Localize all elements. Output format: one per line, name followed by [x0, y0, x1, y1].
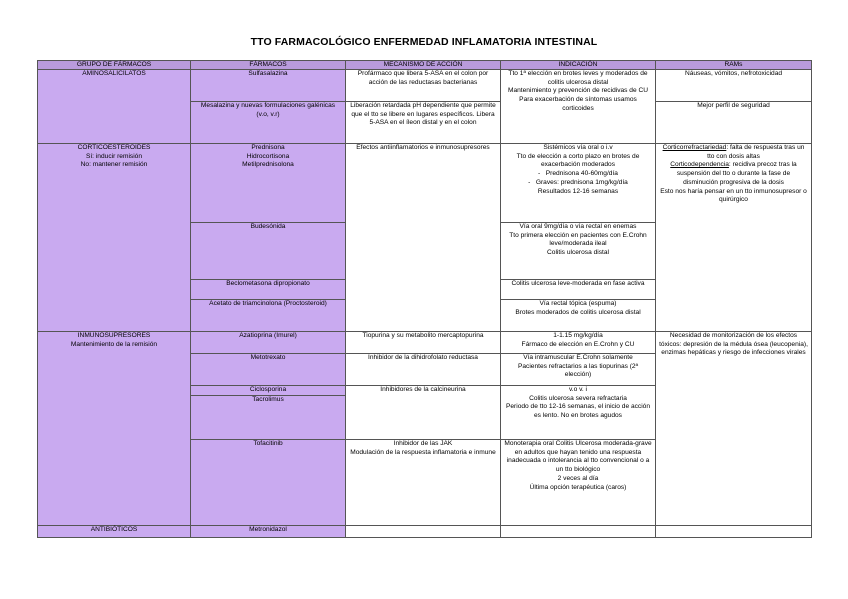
- indication-line: Mantenimiento y prevención de recidivas de CU: [507, 87, 648, 95]
- indication-triamcinolona: [501, 300, 656, 332]
- indication-line: Colitis ulcerosa distal: [547, 249, 609, 257]
- header-mecanismo: MECANISMO DE ACCIÓN: [346, 61, 501, 70]
- mechanism-calcineurina: Inhibidores de la calcineurina: [346, 386, 501, 440]
- indication-tofacitinib: [501, 440, 656, 526]
- table-row: [38, 332, 812, 354]
- group-antibioticos: ANTIBIÓTICOS: [38, 526, 191, 538]
- mechanism-line: Inhibidor de las JAK: [393, 440, 453, 447]
- header-farmacos: FÁRMACOS: [191, 61, 346, 70]
- mechanism-metotrexato: Inhibidor de la dihidrofolato reductasa: [346, 354, 501, 386]
- rams-term: Corticorrefractariedad: [662, 144, 727, 151]
- drug-triamcinolona: Acetato de triamcinolona (Proctosteroid): [191, 300, 346, 332]
- dose-text: Graves: prednisona 1mg/kg/día: [535, 178, 628, 186]
- rams-desc: : falta de respuesta tras un tto con dosis altas: [707, 144, 805, 160]
- indication-line: Tto de elección a corto plazo en brotes de exacerbación moderados: [516, 152, 640, 169]
- header-rams: RAMs: [656, 61, 812, 70]
- drug-tofacitinib: Tofacitinib: [191, 440, 346, 526]
- indication-line: 2 veces al día: [557, 474, 599, 482]
- indication-line: Monoterapia oral Colitis Ulcerosa moderada-grave en adultos que hayan tenido una respuesta inadecuada o intolerancia al tto convencional o a un tto biológico: [504, 440, 652, 474]
- drug-azatioprina: Azatioprina (Imurel): [191, 332, 346, 354]
- rams-metronidazol: [656, 526, 812, 538]
- dose-text: Prednisona 40-60mg/día: [545, 170, 618, 178]
- rams-text: Esto nos haría pensar en un tto inmunosupresor o quirúrgico: [660, 187, 807, 204]
- indication-beclometasona: Colitis ulcerosa leve-moderada en fase activa: [501, 280, 656, 300]
- drug-mesalazina: Mesalazina y nuevas formulaciones galénicas (v.o, v.r): [191, 102, 346, 144]
- indication-metronidazol: [501, 526, 656, 538]
- table-row: [38, 144, 812, 223]
- indication-line: v.o v. i: [568, 386, 588, 393]
- group-label: INMUNOSUPRESORES: [77, 332, 151, 339]
- rams-term: Corticodependencia: [670, 161, 729, 169]
- header-grupo: GRUPO DE FÁRMACOS: [38, 61, 191, 70]
- mechanism-sulfasalazina: Profármaco que libera 5-ASA en el colon por acción de las reductasas bacterianas: [346, 70, 501, 102]
- rams-inmunosupresores: Necesidad de monitorización de los efectos tóxicos: depresión de la médula ósea (leucopenia), enzimas hepáticas y riesgo de infecciones virales: [656, 332, 812, 526]
- table-header-row: [38, 61, 812, 70]
- indication-line: Última opción terapéutica (caros): [529, 483, 627, 491]
- indication-prednisona: [501, 144, 656, 223]
- indication-line: Tto 1ª elección en brotes leves y moderados de colitis ulcerosa distal: [508, 70, 648, 86]
- indication-aminosalicilatos: [501, 70, 656, 144]
- mechanism-azatioprina: Tiopurina y su metabolito mercaptopurina: [346, 332, 501, 354]
- indication-line: 1-1.15 mg/kg/día: [553, 332, 603, 339]
- rams-mesalazina: Mejor perfil de seguridad: [656, 102, 812, 144]
- group-aminosalicilatos: [38, 70, 191, 144]
- group-note: No: mantener remisión: [80, 161, 148, 169]
- indication-line: Vía intramuscular E.Crohn solamente: [523, 354, 633, 361]
- indication-line: Brotes moderados de colitis ulcerosa distal: [515, 308, 641, 316]
- group-corticoesteroides: [38, 144, 191, 332]
- mechanism-corticoesteroides: Efectos antiinflamatorios e inmunosupresores: [346, 144, 501, 332]
- mechanism-mesalazina: Liberación retardada pH dependiente que permite que el tto se libere en lugares específicos. Libera 5-ASA en el íleon distal y en el colon: [346, 102, 501, 144]
- indication-line: - Graves: prednisona 1mg/kg/día: [528, 178, 628, 186]
- mechanism-tofacitinib: [346, 440, 501, 526]
- drug-calcineurina: [191, 386, 346, 440]
- header-indicacion: INDICACIÓN: [501, 61, 656, 70]
- group-note: Mantenimiento de la remisión: [70, 340, 158, 348]
- indication-line: Pacientes refractarios a las tiopurinas (2ª elección): [517, 362, 639, 379]
- drug-prednisona: [191, 144, 346, 223]
- indication-azatioprina: [501, 332, 656, 354]
- rams-desc: : recidiva precoz tras la suspensión del tto o durante la fase de disminución progresiva de la dosis: [676, 161, 797, 186]
- page-title: TTO FARMACOLÓGICO ENFERMEDAD INFLAMATORIA INTESTINAL: [250, 36, 598, 48]
- mechanism-metronidazol: [346, 526, 501, 538]
- drug-metotrexato: Metotrexato: [191, 354, 346, 386]
- drug-sulfasalazina: Sulfasalazina: [191, 70, 346, 102]
- indication-line: Resultados 12-16 semanas: [537, 187, 619, 195]
- indication-budesonida: [501, 223, 656, 280]
- group-label: AMINOSALICILATOS: [82, 70, 146, 77]
- indication-metotrexato: [501, 354, 656, 386]
- indication-line: Colitis ulcerosa severa refractaria: [529, 394, 627, 402]
- drug-tacrolimus: Tacrolimus: [252, 395, 284, 403]
- indication-line: Fármaco de elección en E.Crohn y CU: [521, 340, 635, 348]
- rams-corticoesteroides: [656, 144, 812, 332]
- rams-text: [659, 161, 808, 187]
- drug-budesonida: Budesónida: [191, 223, 346, 280]
- drug-name: Prednisona: [251, 144, 285, 151]
- drug-name: Hidrocortisona: [246, 152, 290, 160]
- drug-beclometasona: Beclometasona dipropionato: [191, 280, 346, 300]
- indication-line: Vía oral 9mg/día o vía rectal en enemas: [519, 223, 637, 230]
- group-inmunosupresores: [38, 332, 191, 526]
- rams-sulfasalazina: Náuseas, vómitos, nefrotoxicidad: [656, 70, 812, 102]
- indication-line: Vía rectal tópica (espuma): [539, 300, 617, 307]
- drug-name: Metilprednisolona: [242, 161, 294, 169]
- drug-table: [37, 60, 812, 538]
- indication-line: Periodo de tto 12-16 semanas, el inicio de acción es lento. No en brotes agudos: [505, 403, 651, 420]
- mechanism-line: Modulación de la respuesta inflamatoria e inmune: [350, 448, 496, 456]
- indication-line: - Prednisona 40-60mg/día: [538, 170, 618, 178]
- drug-metronidazol: Metronidazol: [191, 526, 346, 538]
- drug-ciclosporina: Ciclosporina: [191, 386, 345, 396]
- table-row: [38, 526, 812, 538]
- indication-calcineurina: [501, 386, 656, 440]
- table-row: [38, 70, 812, 102]
- group-note: Sí: inducir remisión: [85, 152, 143, 160]
- indication-line: Para exacerbación de síntomas usamos corticoides: [519, 96, 637, 112]
- indication-line: Sistémicos vía oral o i.v: [543, 144, 613, 151]
- rams-text: [659, 144, 808, 161]
- indication-line: Tto primera elección en pacientes con E.Crohn leve/moderada ileal: [509, 231, 647, 248]
- group-label: CORTICOESTEROIDES: [77, 144, 151, 151]
